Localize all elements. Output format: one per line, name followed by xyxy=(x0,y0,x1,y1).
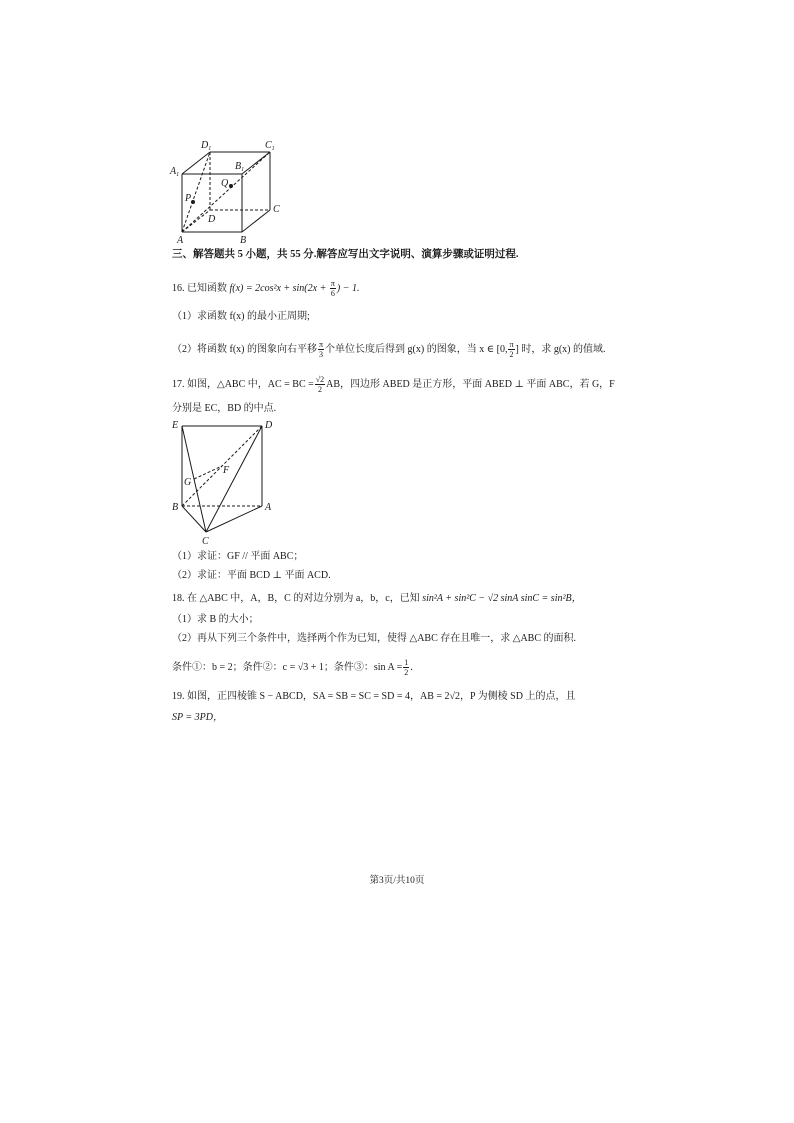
label-d: D xyxy=(265,420,273,431)
q18-part2: （2）再从下列三个条件中，选择两个作为已知，使得 △ABC 存在且唯一，求 △ABC 的面积. xyxy=(172,633,577,644)
q16-frac: $\frac{\pi}{6}$ xyxy=(330,279,335,298)
label-c1: $C_1$ xyxy=(265,140,275,152)
q16-prefix: 16. 已知函数 xyxy=(172,282,227,294)
label-b: B xyxy=(172,502,179,513)
q18-conditions: 条件①：b = 2；条件②：c = √3 + 1；条件③：sin A = $\frac{1}{2}$ . xyxy=(172,658,413,677)
edge-b-c xyxy=(242,210,270,232)
q16-part2-frac: $\frac{\pi}{3}$ xyxy=(319,340,324,359)
q19-line1: 19. 如图，正四棱锥 S − ABCD，SA = SB = SC = SD = 4，AB = 2√2，P 为侧棱 SD 上的点，且 xyxy=(172,691,576,702)
q17-stem: 17. 如图，△ABC 中，AC = BC = $\frac{√2}{2}$ AB，四边形 ABED 是正方形，平面 ABED ⊥ 平面 ABC，若 G，F xyxy=(172,375,615,394)
label-e: E xyxy=(172,420,179,431)
label-c: C xyxy=(273,204,280,215)
point-q xyxy=(229,184,233,188)
q19-line2: SP = 3PD， xyxy=(172,712,224,723)
cube-figure xyxy=(168,138,298,248)
label-g: G xyxy=(184,477,192,488)
q17-stem-line2: 分别是 EC，BD 的中点. xyxy=(172,403,277,414)
label-c: C xyxy=(202,536,209,547)
label-a: A xyxy=(265,502,272,513)
page-footer: 第3页/共10页 xyxy=(369,876,425,886)
diag-a-d1 xyxy=(182,152,210,232)
q16-stem xyxy=(172,279,359,298)
label-p: P xyxy=(185,193,192,204)
edge-b-c xyxy=(182,506,206,532)
label-f: F xyxy=(223,465,230,476)
q17-part2: （2）求证：平面 BCD ⊥ 平面 ACD. xyxy=(172,570,331,581)
section3-heading: 三、解答题共 5 小题，共 55 分.解答应写出文字说明、演算步骤或证明过程. xyxy=(172,249,519,260)
edge-b1-c1 xyxy=(242,152,270,174)
q17-figure xyxy=(168,418,278,548)
point-p xyxy=(191,200,195,204)
q18-formula: sin²A + sin²C − √2 sinA sinC = sin²B， xyxy=(422,593,582,604)
edge-d-c xyxy=(206,426,262,532)
q16-formula: f(x) = 2cos²x + sin(2x + xyxy=(229,282,329,294)
label-b: B xyxy=(240,235,247,246)
label-d1: $D_1$ xyxy=(201,140,212,152)
q16-part2-frac2: $\frac{\pi}{2}$ xyxy=(509,340,514,359)
edge-a-c xyxy=(206,506,262,532)
q17-frac: $\frac{√2}{2}$ xyxy=(315,375,325,394)
q16-part1: （1）求函数 f(x) 的最小正周期; xyxy=(172,311,310,322)
q18-stem: 18. 在 △ABC 中，A，B，C 的对边分别为 a，b，c，已知 sin²A + sin²C − √2 sinA sinC = sin²B， xyxy=(172,593,582,604)
q18-cond-frac: $\frac{1}{2}$ xyxy=(404,658,409,677)
label-b1: $B_1$ xyxy=(235,161,245,173)
label-d: D xyxy=(208,214,216,225)
edge-g-f xyxy=(194,466,222,479)
q16-part2: （2）将函数 f(x) 的图象向右平移 $\frac{\pi}{3}$ 个单位长度后得到 g(x) 的图象，当 x ∈ [0, $\frac{\pi}{2}$ ] 时，求 g(x) 的值域. xyxy=(172,340,606,359)
label-a: A xyxy=(177,235,184,246)
q17-part1: （1）求证：GF // 平面 ABC； xyxy=(172,551,304,562)
q16-formula-tail: ) − 1. xyxy=(336,282,360,294)
label-q: Q xyxy=(221,178,229,189)
label-a1: $A_1$ xyxy=(170,166,180,178)
q18-part1: （1）求 B 的大小； xyxy=(172,614,259,625)
